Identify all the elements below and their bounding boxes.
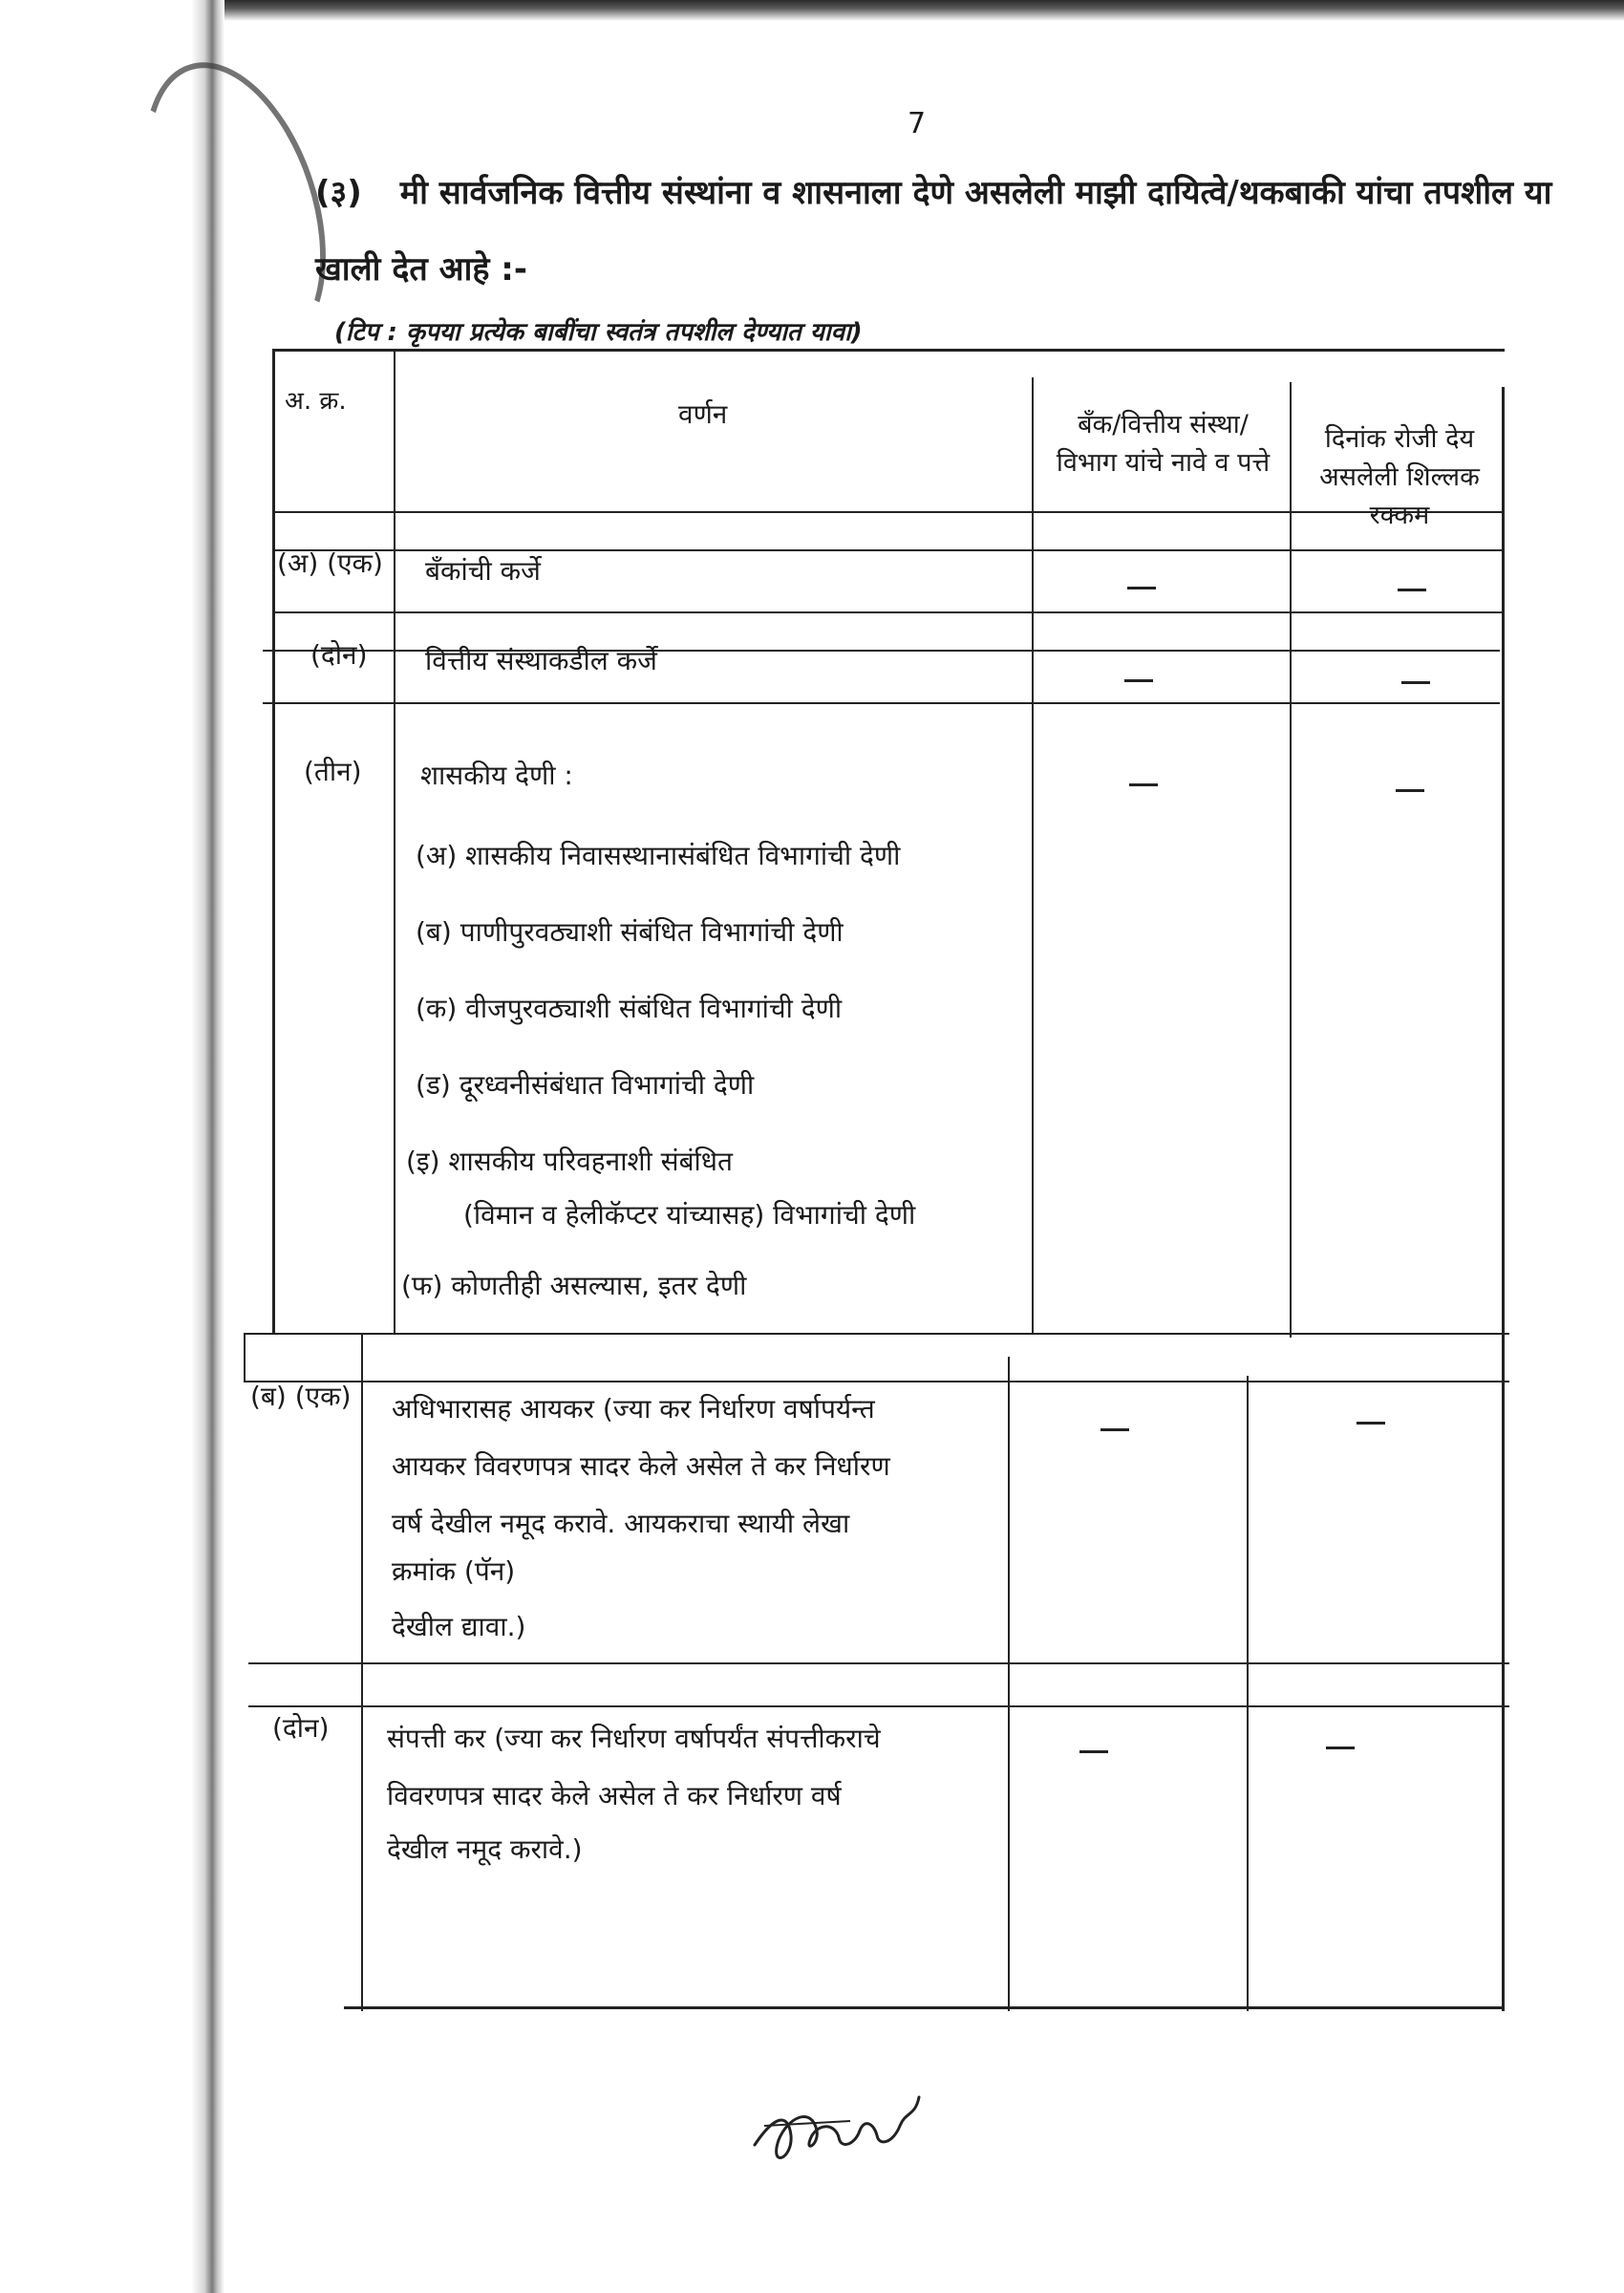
- header-bank: बँक/वित्तीय संस्था/ विभाग यांचे नावे व पत्ते: [1056, 410, 1271, 478]
- sub-item: (इ) शासकीय परिवहनाशी संबंधित: [406, 1146, 733, 1177]
- row-description: शासकीय देणी :: [420, 760, 573, 791]
- header-balance: दिनांक रोजी देय असलेली शिल्लक रक्कम: [1319, 424, 1480, 530]
- page-number: 7: [908, 107, 927, 140]
- table-right-border: [1502, 387, 1505, 2011]
- row-description-line: अधिभारासह आयकर (ज्या कर निर्धारण वर्षापर्यन्त: [392, 1393, 875, 1425]
- row-divider: [244, 1381, 1509, 1382]
- sub-item: (क) वीजपुरवठ्याशी संबंधित विभागांची देणी: [416, 993, 843, 1024]
- row-description-line: वर्ष देखील नमूद करावे. आयकराचा स्थायी लेखा: [392, 1508, 850, 1539]
- row-description-line: आयकर विवरणपत्र सादर केले असेल ते कर निर्धारण: [392, 1450, 890, 1482]
- row-balance-dash: [1326, 1747, 1355, 1749]
- row-balance-dash: [1398, 589, 1426, 591]
- row-serial: (अ) (एक): [277, 547, 383, 579]
- col-divider: [361, 1333, 363, 2011]
- row-bank-dash: [1124, 679, 1153, 682]
- sub-item: (ड) दूरध्वनीसंबंधात विभागांची देणी: [416, 1069, 755, 1101]
- row-bank-dash: [1100, 1428, 1129, 1431]
- row-description: बँकांची कर्जे: [425, 555, 541, 587]
- row-serial: (तीन): [304, 756, 362, 787]
- row-balance-dash: [1401, 681, 1430, 684]
- row-balance-dash: [1357, 1422, 1385, 1425]
- intro-number: (३): [315, 174, 362, 212]
- header-description: वर्णन: [678, 398, 728, 430]
- row-bank-dash: [1129, 783, 1158, 786]
- row-description: वित्तीय संस्थाकडील कर्जे: [425, 645, 657, 676]
- table-left-border: [272, 349, 275, 1333]
- row-description-line: विवरणपत्र सादर केले असेल ते कर निर्धारण वर्ष: [387, 1780, 842, 1811]
- row-description-line: संपत्ती कर (ज्या कर निर्धारण वर्षापर्यंत संपत्तीकराचे: [387, 1723, 881, 1754]
- scan-edge-left: [0, 0, 224, 2293]
- row-divider: [248, 1662, 1509, 1664]
- row-serial: (ब) (एक): [250, 1381, 352, 1412]
- row-bank-dash: [1079, 1750, 1108, 1753]
- sub-item: (विमान व हेलीकॅप्टर यांच्यासह) विभागांची देणी: [463, 1199, 916, 1231]
- intro-text: मी सार्वजनिक वित्तीय संस्थांना व शासनाला देणे असलेली माझी दायित्वे/थकबाकी यांचा तपशील या खाली देत आहे :-: [315, 174, 1552, 289]
- signature-mark: [745, 2078, 936, 2197]
- sub-item: (अ) शासकीय निवासस्थानासंबंधित विभागांची देणी: [416, 840, 901, 871]
- row-divider: [248, 1705, 1509, 1707]
- table-bottom-border: [344, 2006, 1505, 2009]
- table-top-border: [272, 349, 1505, 352]
- row-description-line: देखील नमूद करावे.): [387, 1833, 583, 1865]
- sub-item: (फ) कोणतीही असल्यास, इतर देणी: [401, 1270, 747, 1301]
- scan-edge-top: [224, 0, 1624, 21]
- row-balance-dash: [1396, 789, 1424, 792]
- col-divider: [1032, 377, 1034, 1333]
- header-serial: अ. क्र.: [285, 387, 347, 416]
- note: (टिप : कृपया प्रत्येक बाबींचा स्वतंत्र तपशील देण्यात यावा): [334, 318, 863, 347]
- col-divider: [1008, 1357, 1010, 2011]
- row-divider: [272, 611, 1505, 613]
- col-divider: [1290, 382, 1292, 1338]
- row-bank-dash: [1127, 587, 1156, 589]
- col-divider: [1247, 1376, 1249, 2011]
- sub-item: (ब) पाणीपुरवठ्याशी संबंधित विभागांची देणी: [416, 916, 844, 948]
- row-serial: (दोन): [272, 1712, 330, 1744]
- row-description-line: क्रमांक (पॅन): [392, 1555, 516, 1587]
- col-divider: [394, 349, 395, 1333]
- row-divider: [244, 1333, 1509, 1335]
- row-description-line: देखील द्यावा.): [392, 1611, 526, 1642]
- intro-paragraph: [315, 155, 1557, 308]
- row-serial: (दोन): [310, 639, 368, 671]
- col-divider: [244, 1333, 246, 1381]
- row-divider: [272, 549, 1505, 551]
- row-divider: [263, 702, 1500, 704]
